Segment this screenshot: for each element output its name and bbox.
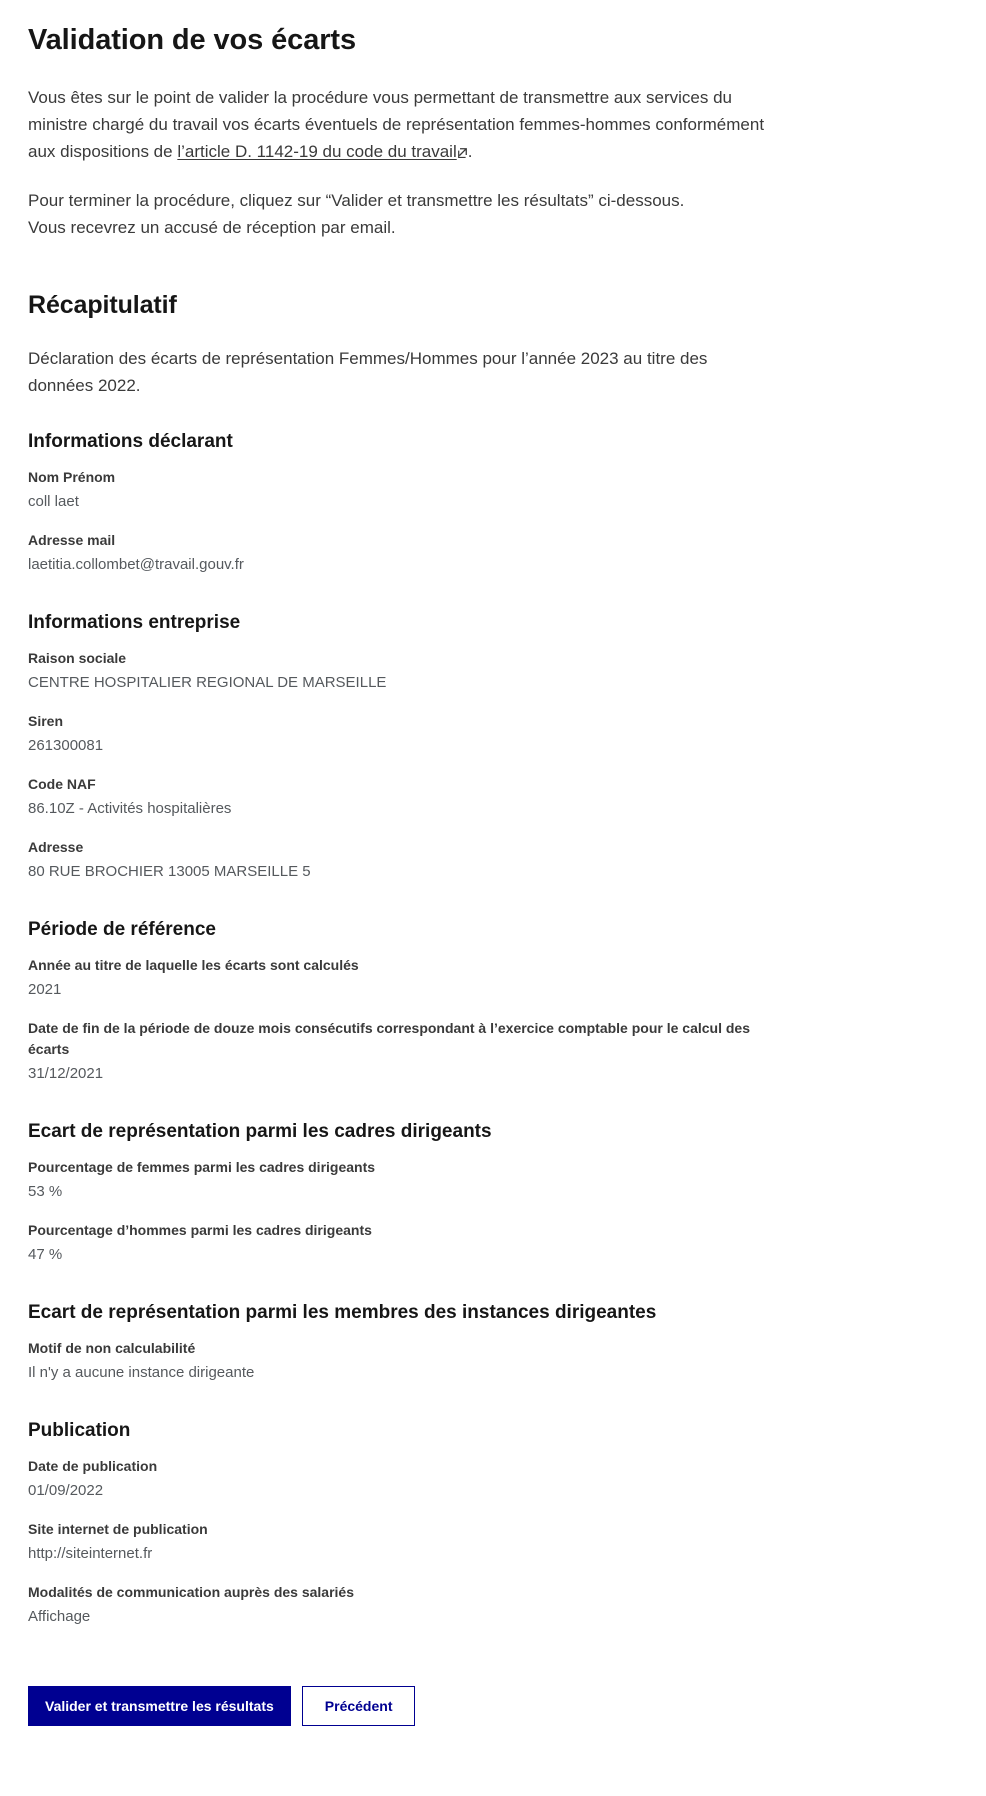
field-value: http://siteinternet.fr	[28, 1545, 153, 1562]
section-title-ecart-instances-dirigeantes: Ecart de représentation parmi les membres des instances dirigeantes	[28, 1302, 657, 1323]
section-title-informations-entreprise: Informations entreprise	[28, 612, 241, 633]
field-pourcentage-femmes-cadres	[28, 1157, 768, 1203]
field-adresse-mail	[28, 530, 768, 576]
field-value: 31/12/2021	[28, 1065, 104, 1082]
field-site-internet-publication	[28, 1519, 768, 1565]
labour-code-article-link[interactable]	[177, 142, 467, 161]
field-siren	[28, 711, 768, 757]
field-annee-calcul	[28, 955, 768, 1001]
page-title: Validation de vos écarts	[28, 24, 357, 56]
field-nom-prenom	[28, 467, 768, 513]
field-label: Site internet de publication	[28, 1521, 208, 1537]
labour-code-article-link-label: l’article D. 1142-19 du code du travail	[177, 142, 457, 161]
field-value: 2021	[28, 981, 62, 998]
field-value: CENTRE HOSPITALIER REGIONAL DE MARSEILLE	[28, 674, 387, 691]
field-value: 01/09/2022	[28, 1482, 104, 1499]
section-title-ecart-cadres-dirigeants: Ecart de représentation parmi les cadres dirigeants	[28, 1121, 492, 1142]
field-date-publication	[28, 1456, 768, 1502]
field-label: Adresse mail	[28, 532, 116, 548]
field-label: Année au titre de laquelle les écarts sont calculés	[28, 957, 359, 973]
field-label: Motif de non calculabilité	[28, 1340, 196, 1356]
field-value: laetitia.collombet@travail.gouv.fr	[28, 556, 244, 573]
field-label: Nom Prénom	[28, 469, 116, 485]
recap-description: Déclaration des écarts de représentation Femmes/Hommes pour l’année 2023 au titre des données 2022.	[28, 349, 708, 395]
external-link-icon	[457, 147, 468, 158]
validate-and-submit-button[interactable]: Valider et transmettre les résultats	[28, 1686, 291, 1726]
field-label: Date de publication	[28, 1458, 158, 1474]
field-label: Pourcentage d’hommes parmi les cadres dirigeants	[28, 1222, 372, 1238]
intro-paragraph-1	[28, 84, 768, 165]
field-value: Il n'y a aucune instance dirigeante	[28, 1364, 255, 1381]
field-value: Affichage	[28, 1608, 91, 1625]
field-adresse	[28, 837, 768, 883]
field-code-naf	[28, 774, 768, 820]
field-motif-non-calculabilite	[28, 1338, 768, 1384]
intro-text-before-link: Vous êtes sur le point de valider la procédure vous permettant de transmettre aux services du ministre chargé du travail vos écarts éventuels de représentation femmes-hommes conformément aux dispositions de	[28, 88, 765, 161]
intro-paragraph-2-line-1: Pour terminer la procédure, cliquez sur “Valider et transmettre les résultats” ci-dessous.	[28, 191, 685, 210]
field-value: 86.10Z - Activités hospitalières	[28, 800, 232, 817]
previous-button[interactable]: Précédent	[302, 1686, 416, 1726]
recap-title: Récapitulatif	[28, 291, 177, 319]
field-value: 80 RUE BROCHIER 13005 MARSEILLE 5	[28, 863, 311, 880]
section-title-publication: Publication	[28, 1420, 131, 1441]
field-date-fin-periode	[28, 1018, 768, 1085]
field-pourcentage-hommes-cadres	[28, 1220, 768, 1266]
intro-text-after-link: .	[467, 142, 473, 161]
field-value: 47 %	[28, 1246, 63, 1263]
field-value: coll laet	[28, 493, 79, 510]
section-title-informations-declarant: Informations déclarant	[28, 431, 233, 452]
field-label: Siren	[28, 713, 64, 729]
field-label: Raison sociale	[28, 650, 127, 666]
field-label: Adresse	[28, 839, 84, 855]
field-raison-sociale	[28, 648, 768, 694]
field-label: Date de fin de la période de douze mois consécutifs correspondant à l’exercice comptable pour le calcul des écarts	[28, 1020, 750, 1057]
form-actions	[28, 1686, 958, 1726]
field-modalites-communication	[28, 1582, 768, 1628]
field-label: Modalités de communication auprès des salariés	[28, 1584, 354, 1600]
field-value: 261300081	[28, 737, 104, 754]
section-title-periode-de-reference: Période de référence	[28, 919, 216, 940]
field-label: Code NAF	[28, 776, 96, 792]
field-value: 53 %	[28, 1183, 63, 1200]
intro-paragraph-2-line-2: Vous recevrez un accusé de réception par email.	[28, 218, 396, 237]
field-label: Pourcentage de femmes parmi les cadres dirigeants	[28, 1159, 376, 1175]
